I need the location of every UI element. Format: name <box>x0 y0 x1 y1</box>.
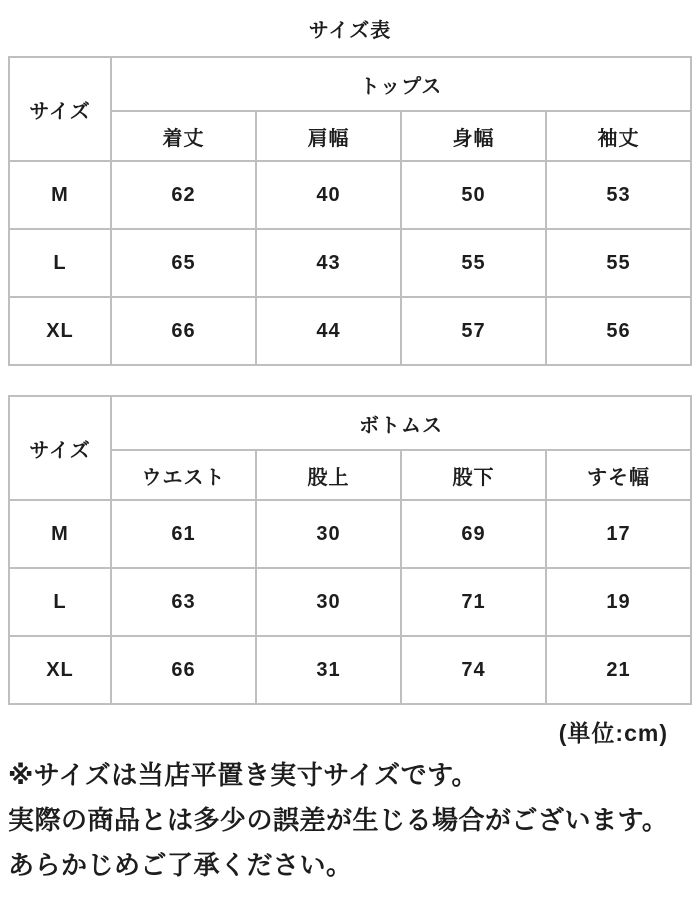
column-header: 股上 <box>256 450 401 500</box>
measurement-cell: 57 <box>401 297 546 365</box>
page-title: サイズ表 <box>308 20 392 42</box>
size-corner-header: サイズ <box>9 57 111 161</box>
column-header: 着丈 <box>111 111 256 161</box>
measurement-cell: 30 <box>256 500 401 568</box>
measurement-cell: 50 <box>401 161 546 229</box>
measurement-cell: 53 <box>546 161 691 229</box>
table-row <box>9 500 691 568</box>
column-header: 袖丈 <box>546 111 691 161</box>
disclaimer-notes <box>8 753 692 888</box>
header-columns-row <box>9 450 691 500</box>
measurement-cell: 17 <box>546 500 691 568</box>
table-row <box>9 297 691 365</box>
measurement-cell: 31 <box>256 636 401 704</box>
size-label: M <box>9 500 111 568</box>
measurement-cell: 63 <box>111 568 256 636</box>
size-corner-header: サイズ <box>9 396 111 500</box>
size-label: L <box>9 568 111 636</box>
header-group-row <box>9 57 691 111</box>
column-header: すそ幅 <box>546 450 691 500</box>
measurement-cell: 44 <box>256 297 401 365</box>
measurement-cell: 43 <box>256 229 401 297</box>
group-header: ボトムス <box>111 396 691 450</box>
column-header: 股下 <box>401 450 546 500</box>
measurement-cell: 66 <box>111 636 256 704</box>
measurement-cell: 30 <box>256 568 401 636</box>
measurement-cell: 55 <box>401 229 546 297</box>
column-header: 肩幅 <box>256 111 401 161</box>
group-header: トップス <box>111 57 691 111</box>
note-line-2: 実際の商品とは多少の誤差が生じる場合がございます。 <box>8 805 669 835</box>
measurement-cell: 56 <box>546 297 691 365</box>
size-label: XL <box>9 636 111 704</box>
header-group-row <box>9 396 691 450</box>
measurement-cell: 55 <box>546 229 691 297</box>
size-chart-page <box>0 14 700 888</box>
note-line-1: ※サイズは当店平置き実寸サイズです。 <box>8 760 479 790</box>
table-row <box>9 161 691 229</box>
measurement-cell: 74 <box>401 636 546 704</box>
table-row <box>9 568 691 636</box>
measurement-cell: 62 <box>111 161 256 229</box>
table-row <box>9 229 691 297</box>
column-header: ウエスト <box>111 450 256 500</box>
table-row <box>9 636 691 704</box>
tops-size-table <box>8 56 692 366</box>
note-line-3: あらかじめご了承ください。 <box>8 850 353 880</box>
measurement-cell: 65 <box>111 229 256 297</box>
bottoms-size-table <box>8 395 692 705</box>
column-header: 身幅 <box>401 111 546 161</box>
measurement-cell: 21 <box>546 636 691 704</box>
header-columns-row <box>9 111 691 161</box>
measurement-cell: 71 <box>401 568 546 636</box>
size-label: M <box>9 161 111 229</box>
measurement-cell: 19 <box>546 568 691 636</box>
size-label: L <box>9 229 111 297</box>
measurement-cell: 69 <box>401 500 546 568</box>
measurement-cell: 61 <box>111 500 256 568</box>
measurement-cell: 40 <box>256 161 401 229</box>
measurement-cell: 66 <box>111 297 256 365</box>
size-label: XL <box>9 297 111 365</box>
unit-note: (単位:cm) <box>558 720 668 746</box>
